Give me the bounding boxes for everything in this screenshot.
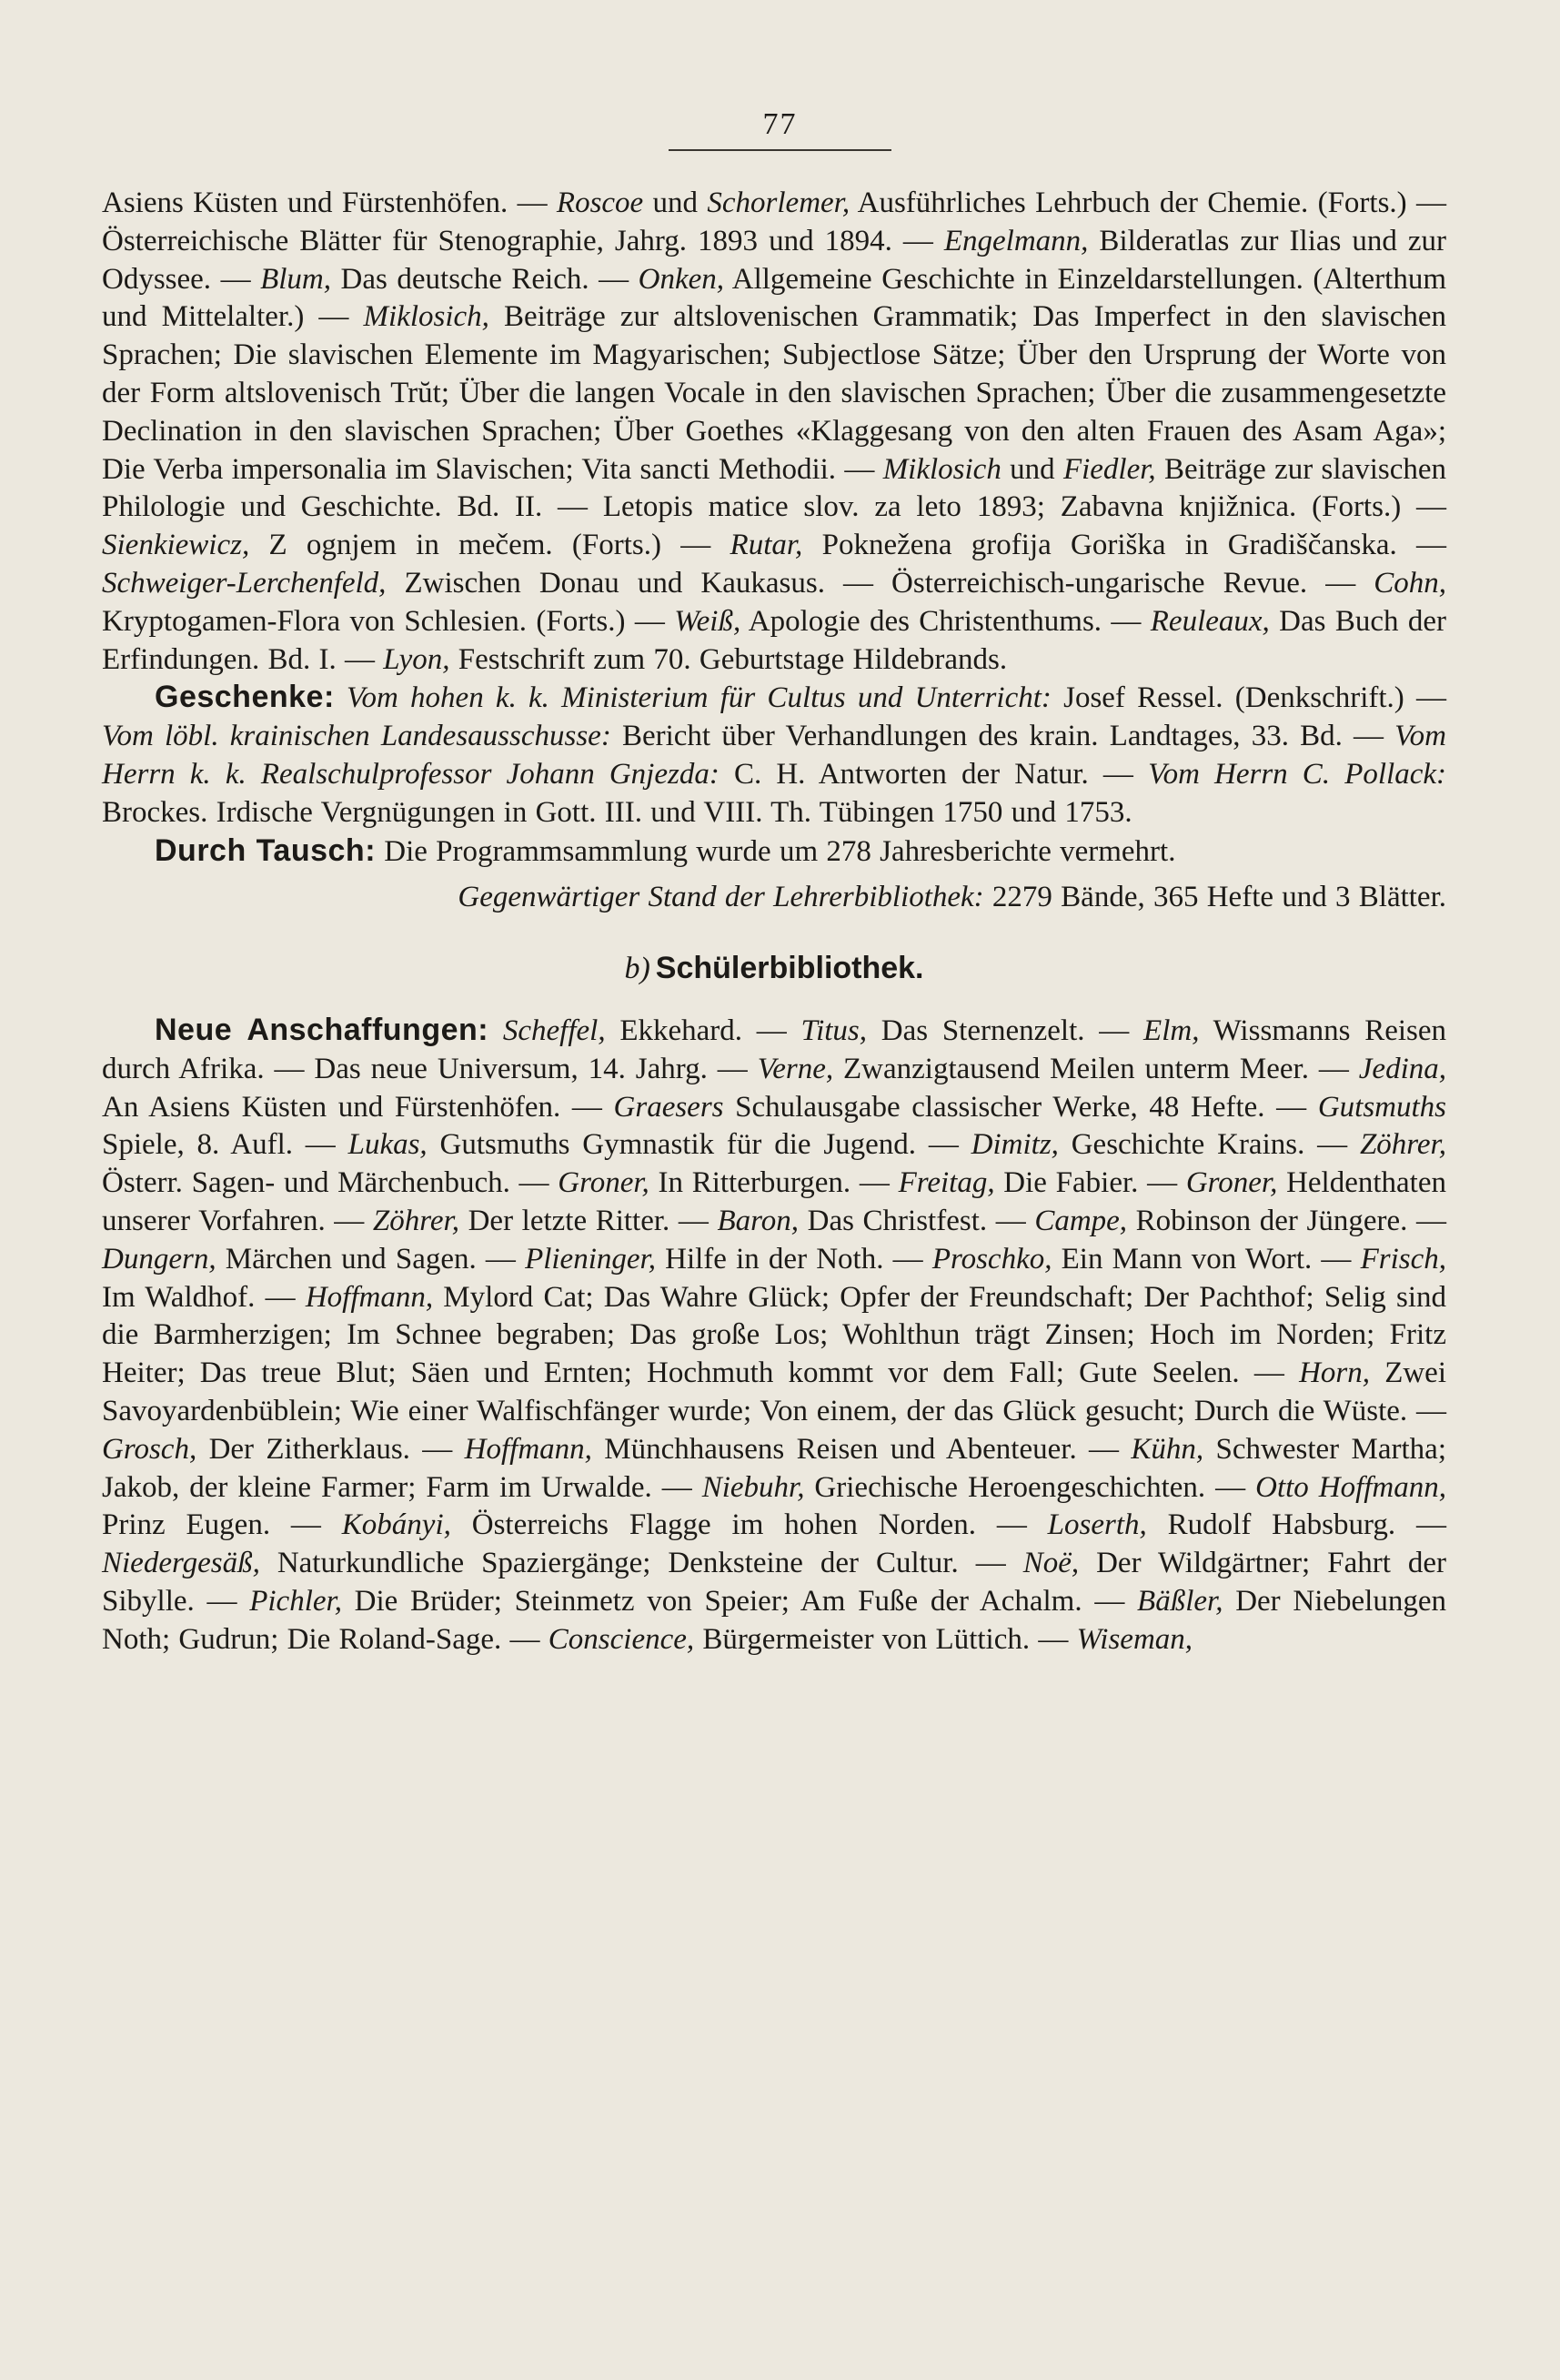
paragraph	[102, 185, 1446, 679]
paragraph	[102, 679, 1446, 832]
paragraph-text: Vom hohen k. k. Ministerium für Cultus und Unterricht: Josef Ressel. (Denkschrift.) — Vom löbl. krainischen Landesausschusse: Bericht über Verhandlungen des krain. Landtages, 33. Bd. — Vom Herrn k. k. Realschulprofessor Johann Gnjezda: C. H. Antworten der Natur. — Vom Herrn C. Pollack: Brockes. Irdische Vergnügungen in Gott. III. und VIII. Th. Tübingen 1750 und 1753.	[102, 681, 1446, 829]
paragraph-lead: Neue Anschaffungen:	[155, 1012, 489, 1047]
lehrerbibliothek-section	[102, 185, 1446, 917]
schuelerbibliothek-section	[102, 1012, 1446, 1659]
paragraph	[102, 832, 1446, 872]
paragraph	[102, 1012, 1446, 1659]
section-heading-title: Schülerbibliothek.	[655, 951, 924, 986]
header-rule	[669, 149, 891, 151]
paragraph	[102, 879, 1446, 917]
section-heading-prefix: b)	[624, 952, 650, 986]
paragraph-text: Die Programmsammlung wurde um 278 Jahresberichte vermehrt.	[376, 834, 1176, 868]
paragraph-text: Scheffel, Ekkehard. — Titus, Das Sternenzelt. — Elm, Wissmanns Reisen durch Afrika. — Das neue Universum, 14. Jahrg. — Verne, Zwanzigtausend Meilen unterm Meer. — Jedina, An Asiens Küsten und Fürstenhöfen. — Graesers Schulausgabe classischer Werke, 48 Hefte. — Gutsmuths Spiele, 8. Aufl. — Lukas, Gutsmuths Gymnastik für die Jugend. — Dimitz, Geschichte Krains. — Zöhrer, Österr. Sagen- und Märchenbuch. — Groner, In Ritterburgen. — Freitag, Die Fabier. — Groner, Heldenthaten unserer Vorfahren. — Zöhrer, Der letzte Ritter. — Baron, Das Christfest. — Campe, Robinson der Jüngere. — Dungern, Märchen und Sagen. — Plieninger, Hilfe in der Noth. — Proschko, Ein Mann von Wort. — Frisch, Im Waldhof. — Hoffmann, Mylord Cat; Das Wahre Glück; Opfer der Freundschaft; Der Pachthof; Selig sind die Barmherzigen; Im Schnee begraben; Das große Los; Wohlthun trägt Zinsen; Hoch im Norden; Fritz Heiter; Das treue Blut; Säen und Ernten; Hochmuth kommt vor dem Fall; Gute Seelen. — Horn, Zwei Savoyardenbüblein; Wie einer Walfischfänger wurde; Von einem, der das Glück gesucht; Durch die Wüste. — Grosch, Der Zitherklaus. — Hoffmann, Münchhausens Reisen und Abenteuer. — Kühn, Schwester Martha; Jakob, der kleine Farmer; Farm im Urwalde. — Niebuhr, Griechische Heroengeschichten. — Otto Hoffmann, Prinz Eugen. — Kobányi, Österreichs Flagge im hohen Norden. — Loserth, Rudolf Habsburg. — Niedergesäß, Naturkundliche Spaziergänge; Denksteine der Cultur. — Noë, Der Wildgärtner; Fahrt der Sibylle. — Pichler, Die Brüder; Steinmetz von Speier; Am Fuße der Achalm. — Bäßler, Der Niebelungen Noth; Gudrun; Die Roland-Sage. — Conscience, Bürgermeister von Lüttich. — Wiseman,	[102, 1014, 1447, 1656]
paragraph-lead: Durch Tausch:	[155, 832, 377, 868]
page-number: 77	[762, 107, 798, 141]
section-heading	[102, 950, 1446, 988]
page-body	[102, 185, 1446, 1659]
paragraph-text: Gegenwärtiger Stand der Lehrerbibliothek: 2279 Bände, 365 Hefte und 3 Blätter.	[458, 881, 1446, 914]
paragraph-lead: Geschenke:	[155, 680, 335, 715]
paragraph-text: Asiens Küsten und Fürstenhöfen. — Roscoe und Schorlemer, Ausführliches Lehrbuch der Chemie. (Forts.) — Österreichische Blätter für Stenographie, Jahrg. 1893 und 1894. — Engelmann, Bilderatlas zur Ilias und zur Odyssee. — Blum, Das deutsche Reich. — Onken, Allgemeine Geschichte in Einzeldarstellungen. (Alterthum und Mittelalter.) — Miklosich, Beiträge zur altslovenischen Grammatik; Das Imperfect in den slavischen Sprachen; Die slavischen Elemente im Magyarischen; Subjectlose Sätze; Über den Ursprung der Worte von der Form altslovenisch Trŭt; Über die langen Vocale in den slavischen Sprachen; Über die zusammengesetzte Declination in den slavischen Sprachen; Über Goethes «Klaggesang von den alten Frauen des Asam Aga»; Die Verba impersonalia im Slavischen; Vita sancti Methodii. — Miklosich und Fiedler, Beiträge zur slavischen Philologie und Geschichte. Bd. II. — Letopis matice slov. za leto 1893; Zabavna knjižnica. (Forts.) — Sienkiewicz, Z ognjem in mečem. (Forts.) — Rutar, Poknežena grofija Goriška in Gradiščanska. — Schweiger-Lerchenfeld, Zwischen Donau und Kaukasus. — Österreichisch-ungarische Revue. — Cohn, Kryptogamen-Flora von Schlesien. (Forts.) — Weiß, Apologie des Christenthums. — Reuleaux, Das Buch der Erfindungen. Bd. I. — Lyon, Festschrift zum 70. Geburtstage Hildebrands.	[102, 187, 1447, 676]
